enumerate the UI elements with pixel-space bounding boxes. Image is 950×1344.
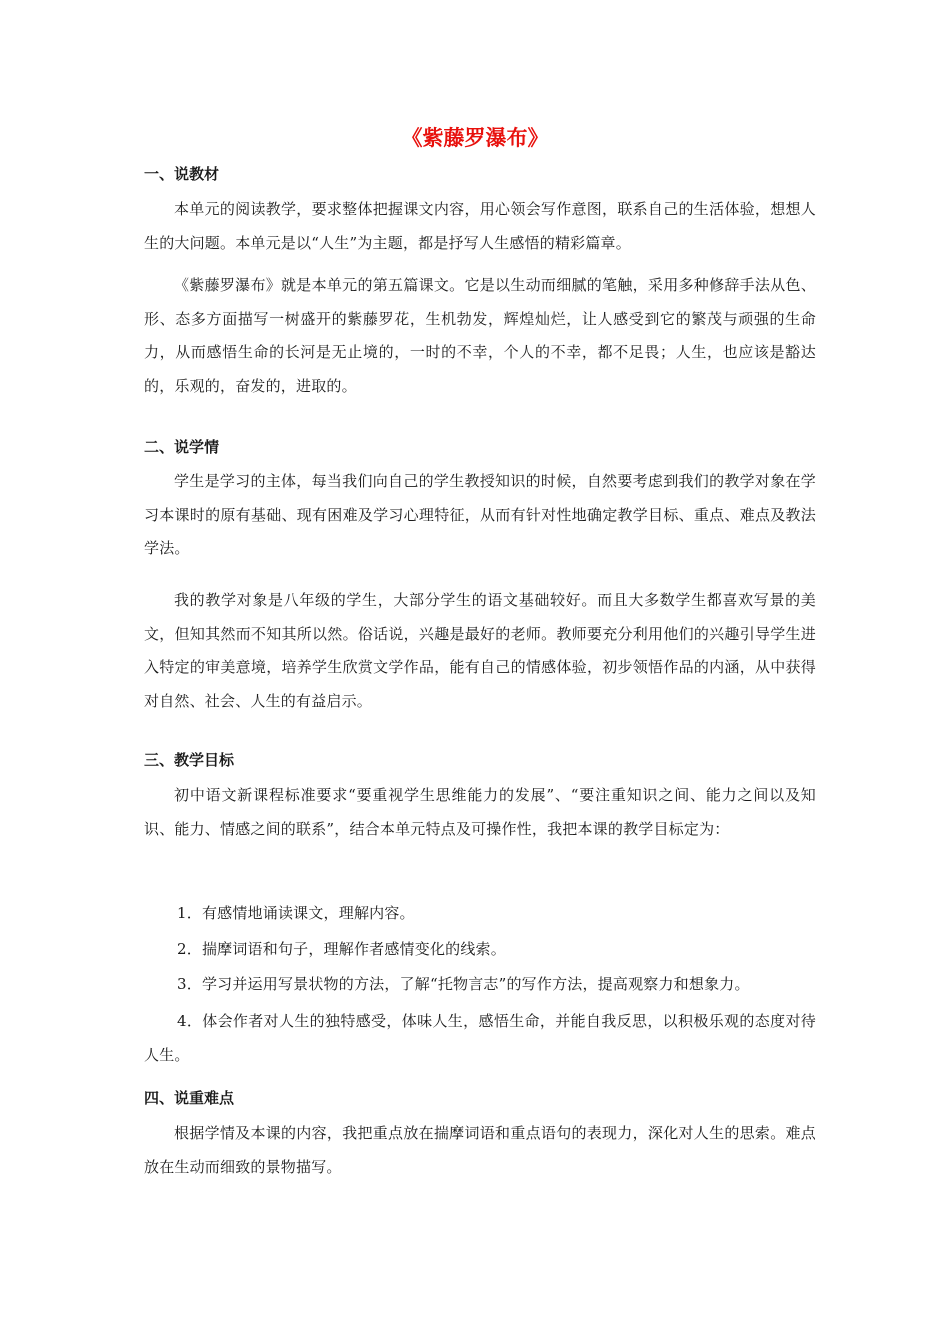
section-heading-key-points: 四、说重难点 (144, 1089, 235, 1107)
objective-item-2: 2．揣摩词语和句子，理解作者感情变化的线索。 (177, 940, 506, 958)
paragraph-textbook-2: 《紫藤罗瀑布》就是本单元的第五篇课文。它是以生动而细腻的笔触，采用多种修辞手法从色、形、态多方面描写一树盛开的紫藤罗花，生机勃发，辉煌灿烂，让人感受到它的繁茂与顽强的生命力，从而感悟生命的长河是无止境的，一时的不幸，个人的不幸，都不足畏；人生，也应该是豁达的，乐观的，奋发的，进取的。 (144, 276, 816, 395)
paragraph-objectives-intro: 初中语文新课程标准要求“要重视学生思维能力的发展”、“要注重知识之间、能力之间以及知识、能力、情感之间的联系”，结合本单元特点及可操作性，我把本课的教学目标定为： (144, 786, 816, 838)
section-heading-students: 二、说学情 (144, 438, 220, 456)
paragraph-key-points: 根据学情及本课的内容，我把重点放在揣摩词语和重点语句的表现力，深化对人生的思索。难点放在生动而细致的景物描写。 (144, 1124, 816, 1176)
objective-item-4: 4．体会作者对人生的独特感受，体味人生，感悟生命，并能自我反思，以积极乐观的态度对待人生。 (144, 1012, 816, 1064)
section-heading-objectives: 三、教学目标 (144, 751, 235, 769)
paragraph-students-2: 我的教学对象是八年级的学生，大部分学生的语文基础较好。而且大多数学生都喜欢写景的美文，但知其然而不知其所以然。俗话说，兴趣是最好的老师。教师要充分利用他们的兴趣引导学生进入特定的审美意境，培养学生欣赏文学作品，能有自己的情感体验，初步领悟作品的内涵，从中获得对自然、社会、人生的有益启示。 (144, 591, 816, 710)
objective-item-1: 1．有感情地诵读课文，理解内容。 (177, 904, 415, 922)
document-title: 《紫藤罗瀑布》 (401, 126, 549, 150)
objective-item-3: 3．学习并运用写景状物的方法，了解“托物言志”的写作方法，提高观察力和想象力。 (177, 975, 750, 993)
section-heading-textbook: 一、说教材 (144, 165, 220, 183)
paragraph-textbook-1: 本单元的阅读教学，要求整体把握课文内容，用心领会写作意图，联系自己的生活体验，想想人生的大问题。本单元是以“人生”为主题，都是抒写人生感悟的精彩篇章。 (144, 200, 816, 252)
paragraph-students-1: 学生是学习的主体，每当我们向自己的学生教授知识的时候，自然要考虑到我们的教学对象在学习本课时的原有基础、现有困难及学习心理特征，从而有针对性地确定教学目标、重点、难点及教法学法。 (144, 472, 816, 557)
